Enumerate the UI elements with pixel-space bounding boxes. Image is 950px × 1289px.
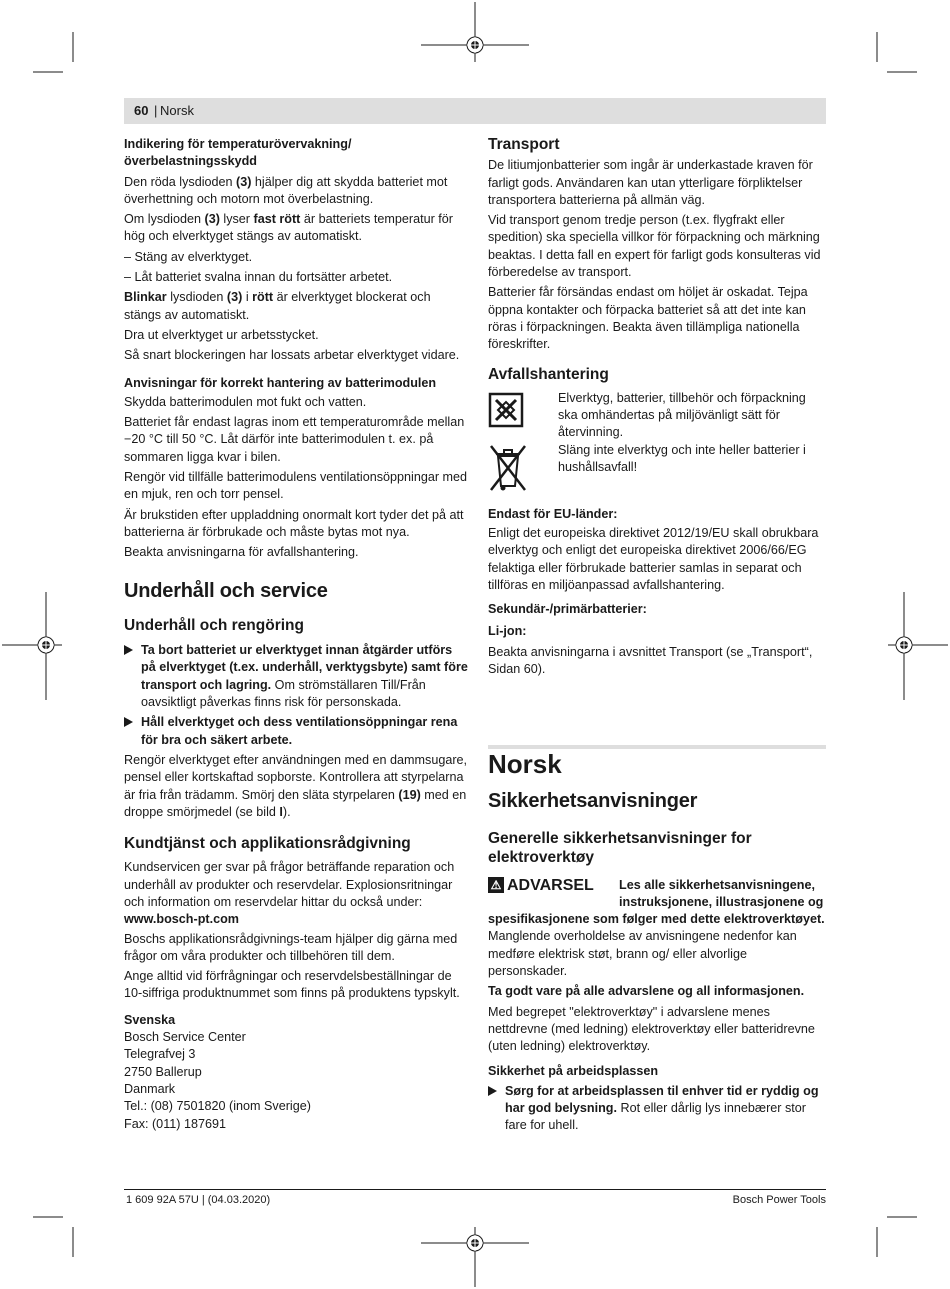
cleaning-bullet-1: Ta bort batteriet ur elverktyget innan åtgärder utförs på elverktyget (t.ex. underhåll, verktygsbyte) samt före transport och lagring. Om strömställaren Till/Från oavsiktligt påverkas finns risk för personskada. xyxy=(124,642,468,711)
left-column xyxy=(124,136,468,1133)
temp-heading-line1: Indikering för temperaturövervakning/ xyxy=(124,137,352,151)
right-column-norsk xyxy=(488,749,828,1138)
cleaning-bullet-2: Håll elverktyget och dess ventilationsöppningar rena för bra och säkert arbete. xyxy=(124,714,468,749)
cleaning-heading: Underhåll och rengöring xyxy=(124,616,304,634)
workplace-heading: Sikkerhet på arbeidsplassen xyxy=(488,1063,659,1078)
address-line: Bosch Service Center xyxy=(124,1030,246,1045)
footer-brand: Bosch Power Tools xyxy=(732,1194,826,1206)
page-header-bar xyxy=(124,98,826,124)
disposal-heading: Avfallshantering xyxy=(488,365,609,383)
warning-bold-text-1: Les alle sikkerhetsanvisningene, instruksjonene, illustrasjonene og xyxy=(619,877,824,909)
temp-dash-item-1: – Stäng av elverktyget. xyxy=(124,249,253,264)
battery-paragraph-4: Är brukstiden efter uppladdning onormalt kort tyder det på att batterierna är förbrukade och måste bytas mot nya. xyxy=(124,507,464,539)
safety-heading: Sikkerhetsanvisninger xyxy=(488,790,698,813)
temp-dash-item-2: – Låt batteriet svalna innan du fortsätter arbetet. xyxy=(124,270,393,285)
bullet-arrow-icon xyxy=(488,1086,497,1096)
cleaning-paragraph: Rengör elverktyget efter användningen med en dammsugare, pensel eller kortskaftad sopborste. Kontrollera att styrpelarna är fria från trädamm. Smörj den släta styrpelaren (19) med en droppe smörjmedel (se bild I). xyxy=(124,752,468,819)
liion-paragraph: Beakta anvisningarna i avsnittet Transport (se „Transport“, Sidan 60). xyxy=(488,644,813,677)
address-line: 2750 Ballerup xyxy=(124,1064,202,1079)
transport-paragraph-3: Batterier får försändas endast om höljet är oskadat. Tejpa öppna kontakter och förpacka batteriet så att det inte kan röras i förpackningen. Beakta även tillämpliga nationella föreskrifter. xyxy=(488,285,808,352)
transport-paragraph-2: Vid transport genom tredje person (t.ex. flygfrakt eller spedition) ska speciella villkor för förpackning och märkning beaktas. I detta fall en expert för farligt gods konsulteras vid förberedelse av transport. xyxy=(488,213,821,280)
recycle-box-icon xyxy=(488,392,524,428)
right-column xyxy=(488,136,828,682)
eu-paragraph: Enligt det europeiska direktivet 2012/19/EU skall obrukbara elverktyg och enligt det europeiska direktivet 2006/66/EG felaktiga eller förbrukade batterier samlas in separat och tillföras en miljöanpassad avfallshantering. xyxy=(488,526,819,593)
general-safety-heading-line2: elektroverktøy xyxy=(488,848,594,866)
customer-url-link[interactable]: www.bosch-pt.com xyxy=(124,912,239,927)
battery-paragraph-3: Rengör vid tillfälle batterimodulens ventilationsöppningar med en mjuk, ren och torr pensel. xyxy=(124,470,468,502)
page-footer xyxy=(124,1189,826,1206)
header-separator: | xyxy=(154,103,158,118)
disposal-row-2 xyxy=(488,442,828,500)
temp-paragraph-5: Så snart blockeringen har lossats arbetar elverktyget vidare. xyxy=(124,348,460,363)
crossed-bin-icon xyxy=(488,442,528,494)
disposal-paragraph-1: Elverktyg, batterier, tillbehör och förpackning ska omhändertas på miljövänligt sätt för återvinning. xyxy=(558,390,806,440)
norsk-heading: Norsk xyxy=(488,749,562,779)
bullet-arrow-icon xyxy=(124,645,133,655)
address-line: Tel.: (08) 7501820 (inom Sverige) xyxy=(124,1099,311,1114)
temp-paragraph-4: Dra ut elverktyget ur arbetsstycket. xyxy=(124,327,319,342)
transport-heading: Transport xyxy=(488,136,560,153)
warning-row xyxy=(488,877,828,912)
general-safety-heading-line1: Generelle sikkerhetsanvisninger for xyxy=(488,829,752,847)
customer-paragraph-1: Kundservicen ger svar på frågor beträffande reparation och underhåll av produkter och reservdelar. Explosionsritningar och information om reservdelar hittar du också under: xyxy=(124,860,455,909)
transport-paragraph-1: De litiumjonbatterier som ingår är underkastade kraven för farligt gods. Användaren kan utan ytterligare förpliktelser transportera batterierna på allmän väg. xyxy=(488,158,813,207)
battery-paragraph-1: Skydda batterimodulen mot fukt och vatten. xyxy=(124,394,367,409)
address-country: Svenska xyxy=(124,1012,176,1027)
warning-label: ⚠ ADVARSEL xyxy=(488,877,594,894)
secondary-primary-heading: Sekundär-/primärbatterier: xyxy=(488,602,647,617)
temp-paragraph-3: Blinkar lysdioden (3) i rött är elverktyget blockerat och stängs av automatiskt. xyxy=(124,290,431,322)
footer-doc-number: 1 609 92A 57U | (04.03.2020) xyxy=(126,1194,271,1206)
address-line: Telegrafvej 3 xyxy=(124,1047,196,1062)
battery-heading: Anvisningar för korrekt hantering av batterimodulen xyxy=(124,375,437,390)
customer-service-heading: Kundtjänst och applikationsrådgivning xyxy=(124,835,411,853)
battery-paragraph-5: Beakta anvisningarna för avfallshantering. xyxy=(124,545,359,560)
address-line: Danmark xyxy=(124,1081,176,1096)
address-line: Fax: (011) 187691 xyxy=(124,1116,226,1131)
workplace-bullet-1: Sørg for at arbeidsplassen til enhver tid er ryddig og har god belysning. Rot eller dårlig lys innebærer stor fare for uhell. xyxy=(488,1083,828,1135)
disposal-row-1 xyxy=(488,390,828,442)
header-language: Norsk xyxy=(160,103,194,118)
customer-paragraph-2: Boschs applikationsrådgivnings-team hjälper dig gärna med frågor om våra produkter och tillbehören till dem. xyxy=(124,931,458,963)
warning-triangle-icon: ⚠ xyxy=(488,877,504,893)
liion-heading: Li-jon: xyxy=(488,623,527,638)
disposal-paragraph-2: Släng inte elverktyg och inte heller batterier i hushållsavfall! xyxy=(558,442,806,475)
customer-paragraph-3: Ange alltid vid förfrågningar och reservdelsbeställningar de 10-siffriga produktnummet som finns på produktens typskylt. xyxy=(124,969,460,1001)
battery-paragraph-2: Batteriet får endast lagras inom ett temperaturområde mellan −20 °C till 50 °C. Låt därför inte batterimodulen t. ex. på sommaren ligga kvar i bilen. xyxy=(124,415,465,464)
keep-warnings-heading: Ta godt vare på alle advarslene og all informasjonen. xyxy=(488,984,805,999)
address-block xyxy=(124,1029,468,1133)
eu-heading: Endast för EU-länder: xyxy=(488,506,618,521)
page-number: 60 xyxy=(134,103,149,118)
temp-heading-line2: överbelastningsskydd xyxy=(124,154,257,169)
temp-paragraph-1: Den röda lysdioden (3) hjälper dig att skydda batteriet mot överhettning och motorn mot överbelastning. xyxy=(124,174,448,206)
temp-paragraph-2: Om lysdioden (3) lyser fast rött är batteriets temperatur för hög och elverktyget stängs av automatiskt. xyxy=(124,212,453,244)
keep-warnings-paragraph: Med begrepet "elektroverktøy" i advarslene menes nettdrevne (med ledning) elektroverktøy eller batteridrevne (uten ledning) elektroverktøy. xyxy=(488,1004,815,1054)
bullet-arrow-icon xyxy=(124,717,133,727)
warning-paragraph: spesifikasjonene som følger med dette elektroverktøyet. Manglende overholdelse av anvisningene nedenfor kan medføre elektrisk støt, brann og/ eller alvorlige personskader. xyxy=(488,912,825,979)
service-heading: Underhåll och service xyxy=(124,579,328,602)
